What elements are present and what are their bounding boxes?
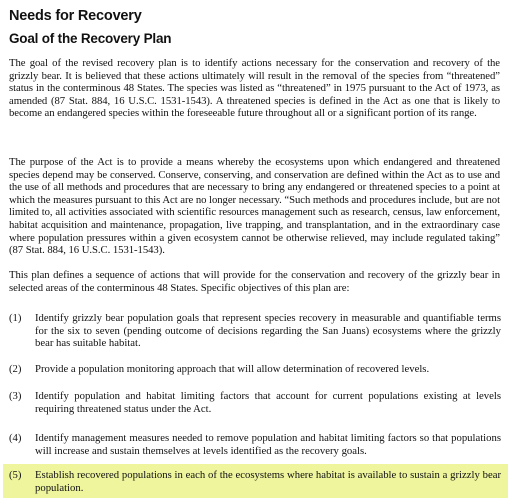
paragraph-purpose: The purpose of the Act is to provide a means whereby the ecosystems upon which endangered and threatened species depend may be conserved. Conserve, conserving, and conservation are defined within the Act as to use and the use of all methods and procedures that are necessary to bring any endangered or threatened species to a point at which the measures pursuant to this Act are no longer necessary. “Such methods and procedures include, but are not limited to, all activities associated with scientific resources management such as research, census, law enforcement, habitat acquisition and maintenance, propagation, live trapping, and transplantation, and in the extraordinary case where population pressures within a given ecosystem cannot be otherwise relieved, may include regulated taking” (87 Stat. 884, 16 U.S.C. 1531-1543). [9,156,500,257]
objective-number: (2) [9,363,22,375]
section-heading: Goal of the Recovery Plan [9,31,172,46]
objective-number: (5) [9,469,22,481]
page-heading: Needs for Recovery [9,8,142,24]
objective-text: Identify grizzly bear population goals that represent species recovery in measurable and quantifiable terms for the six to seven (pending outcome of decisions regarding the San Juans) ecosystems where the grizzly bear has suitable habitat. [35,312,501,350]
paragraph-plan: This plan defines a sequence of actions that will provide for the conservation and recovery of the grizzly bear in selected areas of the conterminous 48 States. Specific objectives of this plan are: [9,269,500,294]
objective-text: Establish recovered populations in each of the ecosystems where habitat is available to sustain a grizzly bear population. [35,469,501,494]
objective-number: (4) [9,432,22,444]
paragraph-goal: The goal of the revised recovery plan is to identify actions necessary for the conservation and recovery of the grizzly bear. It is believed that these actions ultimately will result in the removal of the species from “threatened” status in the conterminous 48 States. The species was listed as “threatened” in 1975 pursuant to the Act of 1973, as amended (87 Stat. 884, 16 U.S.C. 1531-1543). A threatened species is defined in the Act as one that is likely to become an endangered species within the foreseeable future throughout all or a significant portion of its range. [9,57,500,120]
objective-text: Identify population and habitat limiting factors that account for current populations existing at levels requiring threatened status under the Act. [35,390,501,415]
objective-number: (3) [9,390,22,402]
objective-text: Identify management measures needed to remove population and habitat limiting factors so that populations will increase and sustain themselves at levels identified as the recovery goals. [35,432,501,457]
objective-number: (1) [9,312,22,324]
objective-text: Provide a population monitoring approach that will allow determination of recovered levels. [35,363,430,375]
